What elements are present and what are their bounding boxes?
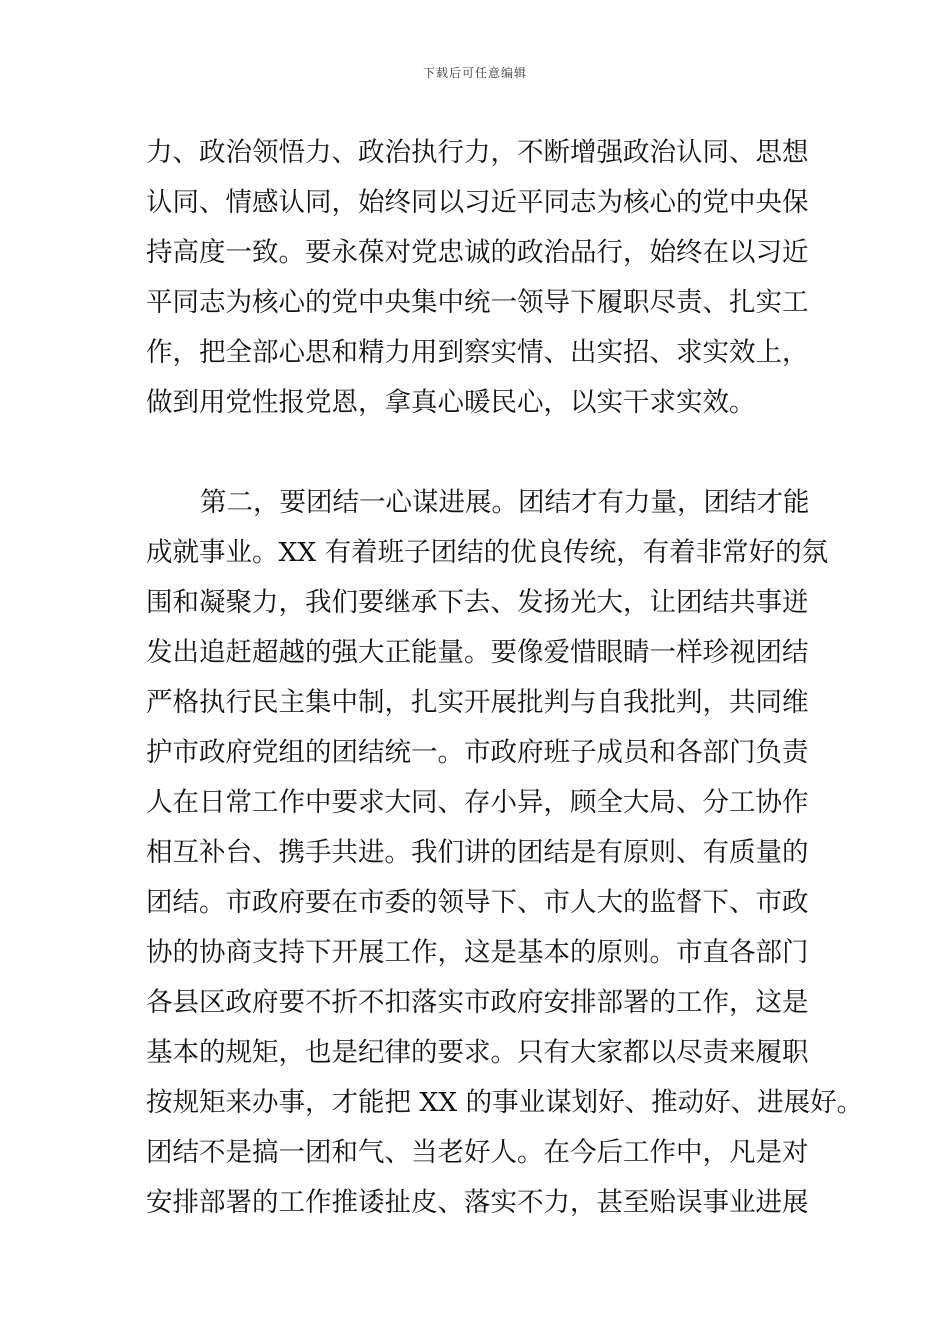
- text-line: 团结不是搞一团和气、当老好人。在今后工作中，凡是对: [146, 1137, 809, 1168]
- paragraph-2: [146, 478, 864, 1228]
- text-line: 认同、情感认同，始终同以习近平同志为核心的党中央保: [146, 187, 809, 218]
- text-line: 作，把全部心思和精力用到察实情、出实招、求实效上，: [146, 337, 809, 368]
- document-body: [146, 128, 864, 1228]
- paragraph-1: [146, 128, 836, 428]
- text-line: 持高度一致。要永葆对党忠诚的政治品行，始终在以习近: [146, 237, 809, 268]
- text-line: 相互补台、携手共进。我们讲的团结是有原则、有质量的: [146, 837, 809, 868]
- text-line: 力、政治领悟力、政治执行力，不断增强政治认同、思想: [146, 137, 809, 168]
- text-line: 安排部署的工作推诿扯皮、落实不力，甚至贻误事业进展: [146, 1187, 809, 1218]
- text-line: 围和凝聚力，我们要继承下去、发扬光大，让团结共事迸: [146, 587, 809, 618]
- text-line: 各县区政府要不折不扣落实市政府安排部署的工作，这是: [146, 987, 809, 1018]
- text-line: 团结。市政府要在市委的领导下、市人大的监督下、市政: [146, 887, 809, 918]
- text-line: 协的协商支持下开展工作，这是基本的原则。市直各部门: [146, 937, 809, 968]
- text-line: 基本的规矩，也是纪律的要求。只有大家都以尽责来履职: [146, 1037, 809, 1068]
- text-line: 第二，要团结一心谋进展。团结才有力量，团结才能: [200, 487, 810, 518]
- text-line: 做到用党性报党恩，拿真心暖民心，以实干求实效。: [146, 387, 756, 418]
- text-line: 平同志为核心的党中央集中统一领导下履职尽责、扎实工: [146, 287, 809, 318]
- text-line: 按规矩来办事，才能把 XX 的事业谋划好、推动好、进展好。: [146, 1087, 864, 1118]
- text-line: 发出追赶超越的强大正能量。要像爱惜眼睛一样珍视团结: [146, 637, 809, 668]
- page-header-note: 下载后可任意编辑: [422, 66, 527, 80]
- text-line: 护市政府党组的团结统一。市政府班子成员和各部门负责: [146, 737, 809, 768]
- text-line: 人在日常工作中要求大同、存小异，顾全大局、分工协作: [146, 787, 809, 818]
- text-line: 成就事业。XX 有着班子团结的优良传统，有着非常好的氛: [146, 537, 829, 568]
- text-line: 严格执行民主集中制，扎实开展批判与自我批判，共同维: [146, 687, 809, 718]
